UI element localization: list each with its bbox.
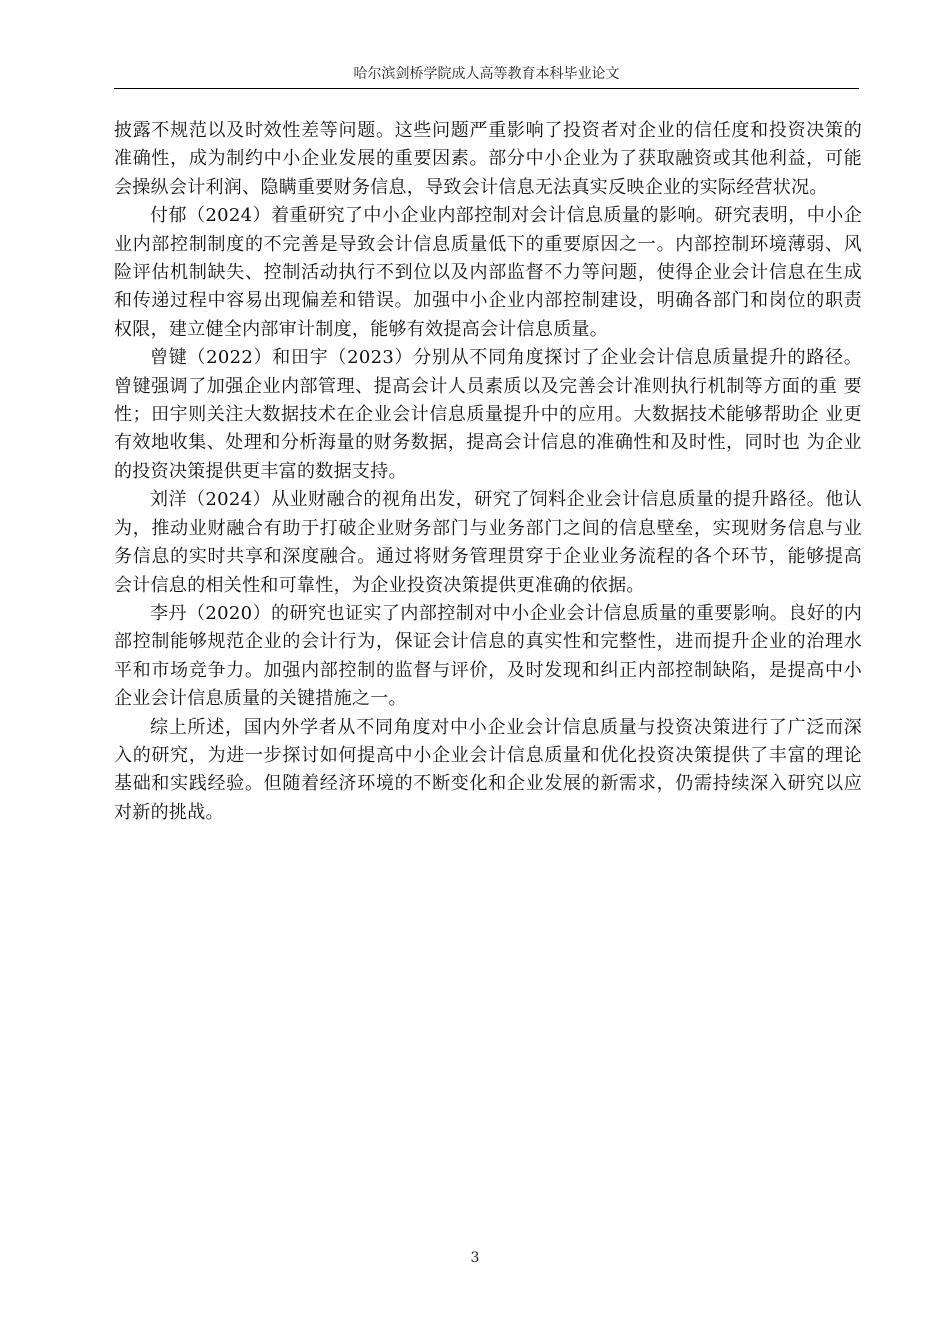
page-header: 哈尔滨剑桥学院成人高等教育本科毕业论文 (353, 66, 620, 82)
paragraph-liuyang: 刘洋（2024）从业财融合的视角出发，研究了饲料企业会计信息质量的提升路径。他认为，推动业财融合有助于打破企业财务部门与业务部门之间的信息壁垒，实现财务信息与业务信息的实时共享和深度融合。通过将财务管理贯穿于企业业务流程的各个环节，能够提高会计信息的相关性和可靠性，为企业投资决策提供更准确的依据。 (114, 489, 862, 596)
paragraph-continued: 披露不规范以及时效性差等问题。这些问题严重影响了投资者对企业的信任度和投资决策的准确性，成为制约中小企业发展的重要因素。部分中小企业为了获取融资或其他利益，可能会操纵会计利润、隐瞒重要财务信息，导致会计信息无法真实反映企业的实际经营状况。 (114, 120, 862, 198)
paragraph-summary: 综上所述，国内外学者从不同角度对中小企业会计信息质量与投资决策进行了广泛而深入的研究，为进一步探讨如何提高中小企业会计信息质量和优化投资决策提供了丰富的理论基础和实践经验。但随着经济环境的不断变化和企业发展的新需求，仍需持续深入研究以应对新的挑战。 (114, 716, 862, 823)
body-text (114, 117, 862, 827)
paragraph-fuyu: 付郁（2024）着重研究了中小企业内部控制对会计信息质量的影响。研究表明，中小企业内部控制制度的不完善是导致会计信息质量低下的重要原因之一。内部控制环境薄弱、风险评估机制缺失、控制活动执行不到位以及内部监督不力等问题，使得企业会计信息在生成和传递过程中容易出现偏差和错误。加强中小企业内部控制建设，明确各部门和岗位的职责权限，建立健全内部审计制度，能够有效提高会计信息质量。 (114, 205, 862, 340)
paragraph-zengjian-tianyu: 曾键（2022）和田宇（2023）分别从不同角度探讨了企业会计信息质量提升的路径。 曾键强调了加强企业内部管理、提高会计人员素质以及完善会计准则执行机制等方面的重 要性；田宇则关注大数据技术在企业会计信息质量提升中的应用。大数据技术能够帮助企 业更有效地收集、处理和分析海量的财务数据，提高会计信息的准确性和及时性，同时也 为企业的投资决策提供更丰富的数据支持。 (114, 347, 862, 482)
paragraph-lidan: 李丹（2020）的研究也证实了内部控制对中小企业会计信息质量的重要影响。良好的内部控制能够规范企业的会计行为，保证会计信息的真实性和完整性，进而提升企业的治理水平和市场竞争力。加强内部控制的监督与评价，及时发现和纠正内部控制缺陷，是提高中小企业会计信息质量的关键措施之一。 (114, 602, 862, 710)
page-number: 3 (470, 1250, 480, 1266)
header-divider (114, 88, 859, 89)
